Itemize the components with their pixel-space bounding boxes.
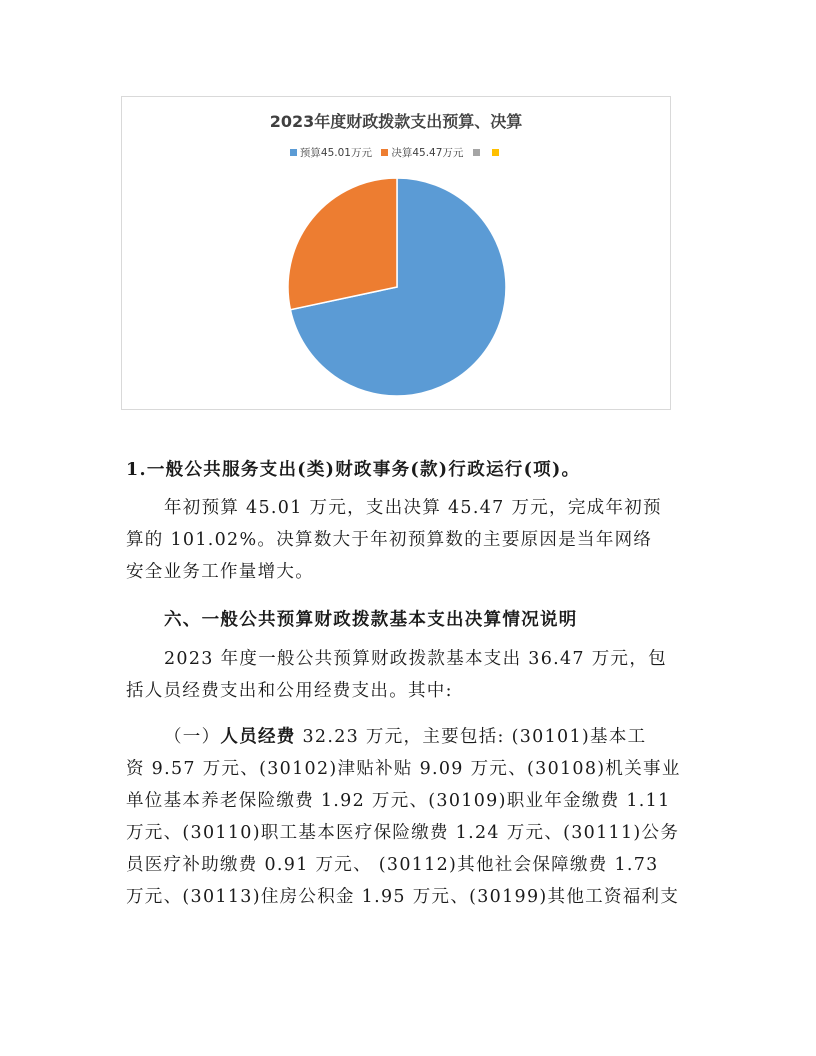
body-line: 单位基本养老保险缴费 1.92 万元、(30109)职业年金缴费 1.11 (126, 791, 671, 811)
section-6-body (126, 643, 696, 707)
body-line: 员医疗补助缴费 0.91 万元、 (30112)其他社会保障缴费 1.73 (126, 855, 659, 875)
personnel-label: 人员经费 (220, 727, 296, 747)
body-line: 资 9.57 万元、(30102)津贴补贴 9.09 万元、(30108)机关事业 (126, 759, 681, 779)
pie-chart-panel (121, 96, 671, 410)
chart-title: 2023年度财政拨款支出预算、决算 (269, 112, 523, 131)
section-1-heading: 1.一般公共服务支出(类)财政事务(款)行政运行(项)。 (126, 460, 581, 480)
body-line: 算的 101.02%。决算数大于年初预算数的主要原因是当年网络 (126, 530, 653, 550)
body-line: 安全业务工作量增大。 (126, 562, 314, 582)
body-line (126, 721, 696, 753)
body-line: 年初预算 45.01 万元，支出决算 45.47 万元，完成年初预 (164, 498, 662, 518)
section-1-body (126, 492, 696, 588)
personnel-first-line: 32.23 万元，主要包括: (30101)基本工 (295, 727, 647, 747)
personnel-expense-body (126, 721, 696, 913)
section-6-heading: 六、一般公共预算财政拨款基本支出决算情况说明 (164, 610, 578, 630)
legend-label: 预算45.01万元 (299, 147, 372, 159)
pie-slice-1 (288, 178, 397, 310)
list-prefix: （一） (164, 727, 221, 747)
body-line: 万元、(30110)职工基本医疗保险缴费 1.24 万元、(30111)公务 (126, 823, 680, 843)
body-line: 万元、(30113)住房公积金 1.95 万元、(30199)其他工资福利支 (126, 887, 680, 907)
pie-svg (122, 97, 670, 409)
body-line: 2023 年度一般公共预算财政拨款基本支出 36.47 万元，包 (164, 649, 667, 669)
legend-label: 决算45.47万元 (391, 147, 464, 159)
body-line: 括人员经费支出和公用经费支出。其中: (126, 681, 453, 701)
